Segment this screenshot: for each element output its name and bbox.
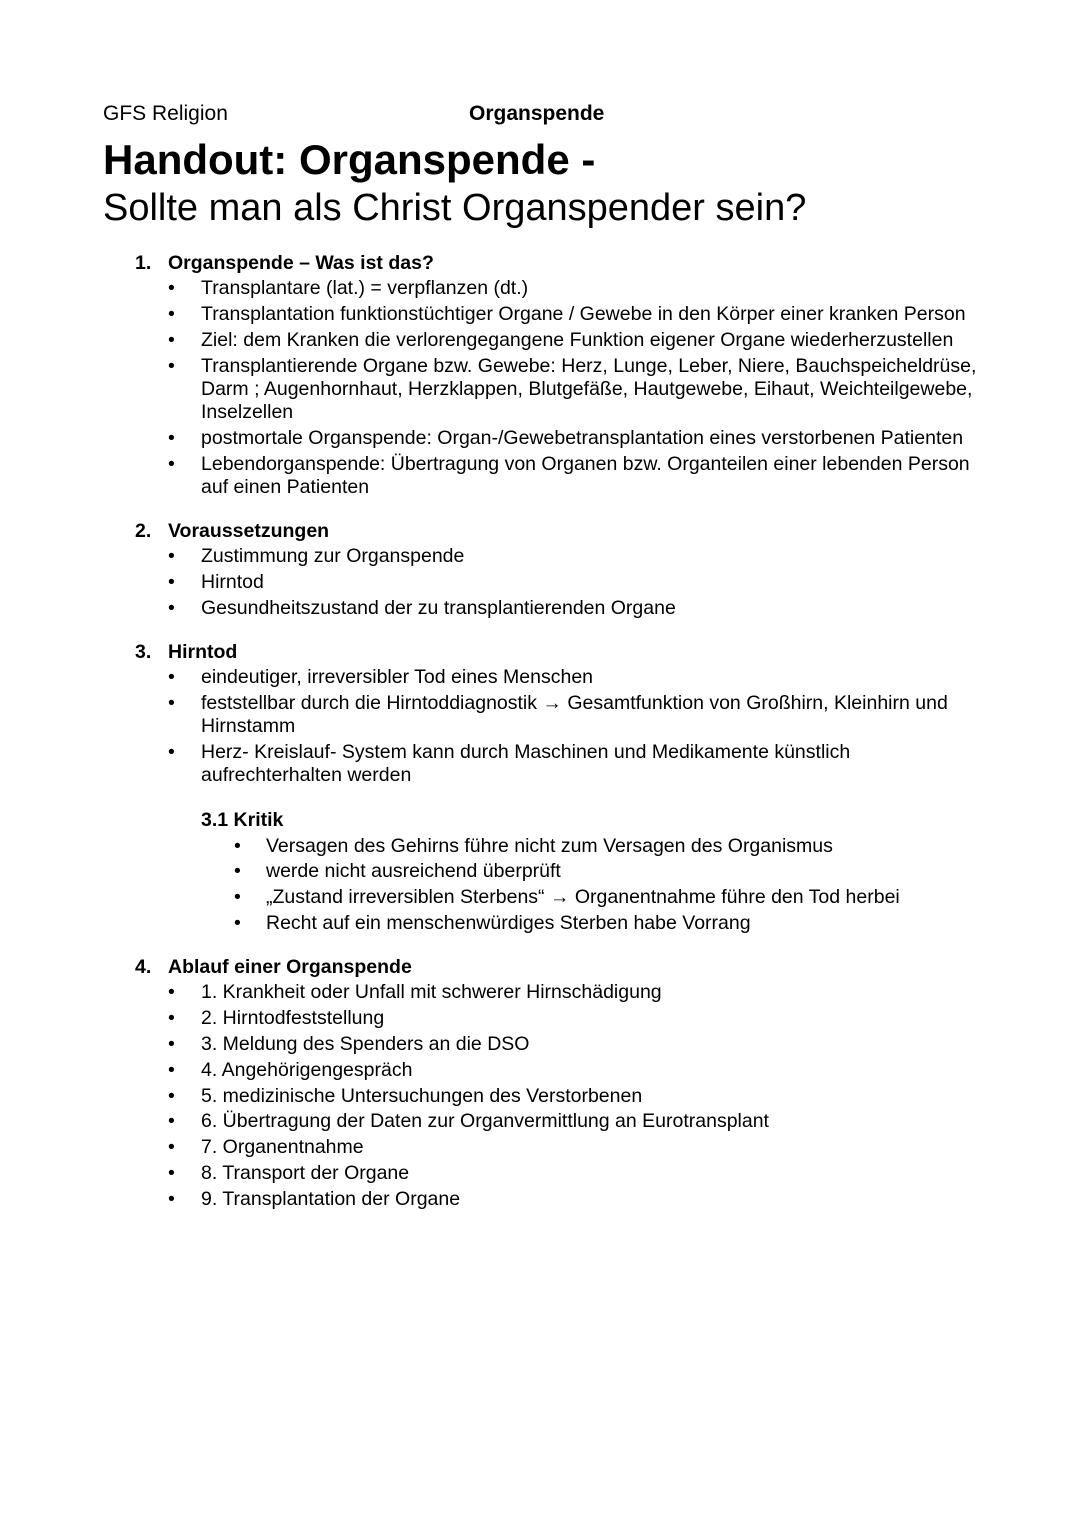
section-heading [135, 641, 995, 664]
section-number: 1. [135, 252, 152, 274]
list-item: • Transplantare (lat.) = verpflanzen (dt.) [135, 277, 995, 300]
list-item: • 9. Transplantation der Organe [135, 1188, 995, 1211]
document-title: Handout: Organspende - [103, 136, 596, 183]
list-item: • Recht auf ein menschenwürdiges Sterben habe Vorrang [201, 912, 995, 935]
list-item: • eindeutiger, irreversibler Tod eines Menschen [135, 666, 995, 689]
list-item: • „Zustand irreversiblen Sterbens“ → Organentnahme führe den Tod herbei [201, 886, 995, 909]
list-item: • werde nicht ausreichend überprüft [201, 860, 995, 883]
list-item: • Transplantierende Organe bzw. Gewebe: Herz, Lunge, Leber, Niere, Bauchspeicheldrüse, Darm ; Augenhornhaut, Herzklappen, Blutgefäße, Hautgewebe, Eihaut, Weichteilgewebe, Inselzellen [135, 355, 995, 425]
bullet-list [135, 666, 995, 787]
section-title: Voraussetzungen [168, 520, 330, 542]
section-voraussetzungen [135, 520, 995, 620]
bullet-list [135, 545, 995, 620]
document-subtitle: Sollte man als Christ Organspender sein? [103, 187, 807, 229]
section-heading [135, 956, 995, 979]
bullet-list [201, 835, 995, 936]
list-item: • Hirntod [135, 571, 995, 594]
list-item: • 2. Hirntodfeststellung [135, 1007, 995, 1030]
handout-content [135, 252, 995, 1232]
subsection-heading: 3.1 Kritik [201, 809, 284, 832]
topic-label: Organspende [469, 102, 605, 125]
list-item: • 6. Übertragung der Daten zur Organvermittlung an Eurotransplant [135, 1110, 995, 1133]
list-item: • Ziel: dem Kranken die verlorengegangene Funktion eigener Organe wiederherzustellen [135, 329, 995, 352]
section-number: 3. [135, 641, 152, 663]
section-heading [135, 520, 995, 543]
section-title: Ablauf einer Organspende [168, 956, 412, 979]
list-item: • Gesundheitszustand der zu transplantierenden Organe [135, 597, 995, 620]
list-item: • 1. Krankheit oder Unfall mit schwerer Hirnschädigung [135, 981, 995, 1004]
section-number: 2. [135, 520, 152, 542]
list-item: • postmortale Organspende: Organ-/Gewebetransplantation eines verstorbenen Patienten [135, 427, 995, 450]
list-item: • 4. Angehörigengespräch [135, 1059, 995, 1082]
list-item: • 3. Meldung des Spenders an die DSO [135, 1033, 995, 1056]
section-hirntod [135, 641, 995, 935]
list-item: • 8. Transport der Organe [135, 1162, 995, 1185]
list-item: • Zustimmung zur Organspende [135, 545, 995, 568]
list-item: • 5. medizinische Untersuchungen des Verstorbenen [135, 1085, 995, 1108]
course-label: GFS Religion [103, 102, 228, 125]
section-number: 4. [135, 956, 152, 979]
list-item: • feststellbar durch die Hirntoddiagnostik → Gesamtfunktion von Großhirn, Kleinhirn und Hirnstamm [135, 692, 995, 738]
list-item: • Transplantation funktionstüchtiger Organe / Gewebe in den Körper einer kranken Person [135, 303, 995, 326]
section-title: Organspende – Was ist das? [168, 252, 434, 274]
list-item: • Versagen des Gehirns führe nicht zum Versagen des Organismus [201, 835, 995, 858]
list-item: • Lebendorganspende: Übertragung von Organen bzw. Organteilen einer lebenden Person auf einen Patienten [135, 453, 995, 499]
list-item: • Herz- Kreislauf- System kann durch Maschinen und Medikamente künstlich aufrechterhalten werden [135, 741, 995, 787]
section-title: Hirntod [168, 641, 238, 663]
bullet-list [135, 277, 995, 499]
section-ablauf [135, 956, 995, 1211]
section-was-ist-das [135, 252, 995, 499]
page-header [103, 102, 983, 132]
bullet-list [135, 981, 995, 1211]
section-heading [135, 252, 995, 275]
subsection-kritik [201, 809, 995, 935]
list-item: • 7. Organentnahme [135, 1136, 995, 1159]
